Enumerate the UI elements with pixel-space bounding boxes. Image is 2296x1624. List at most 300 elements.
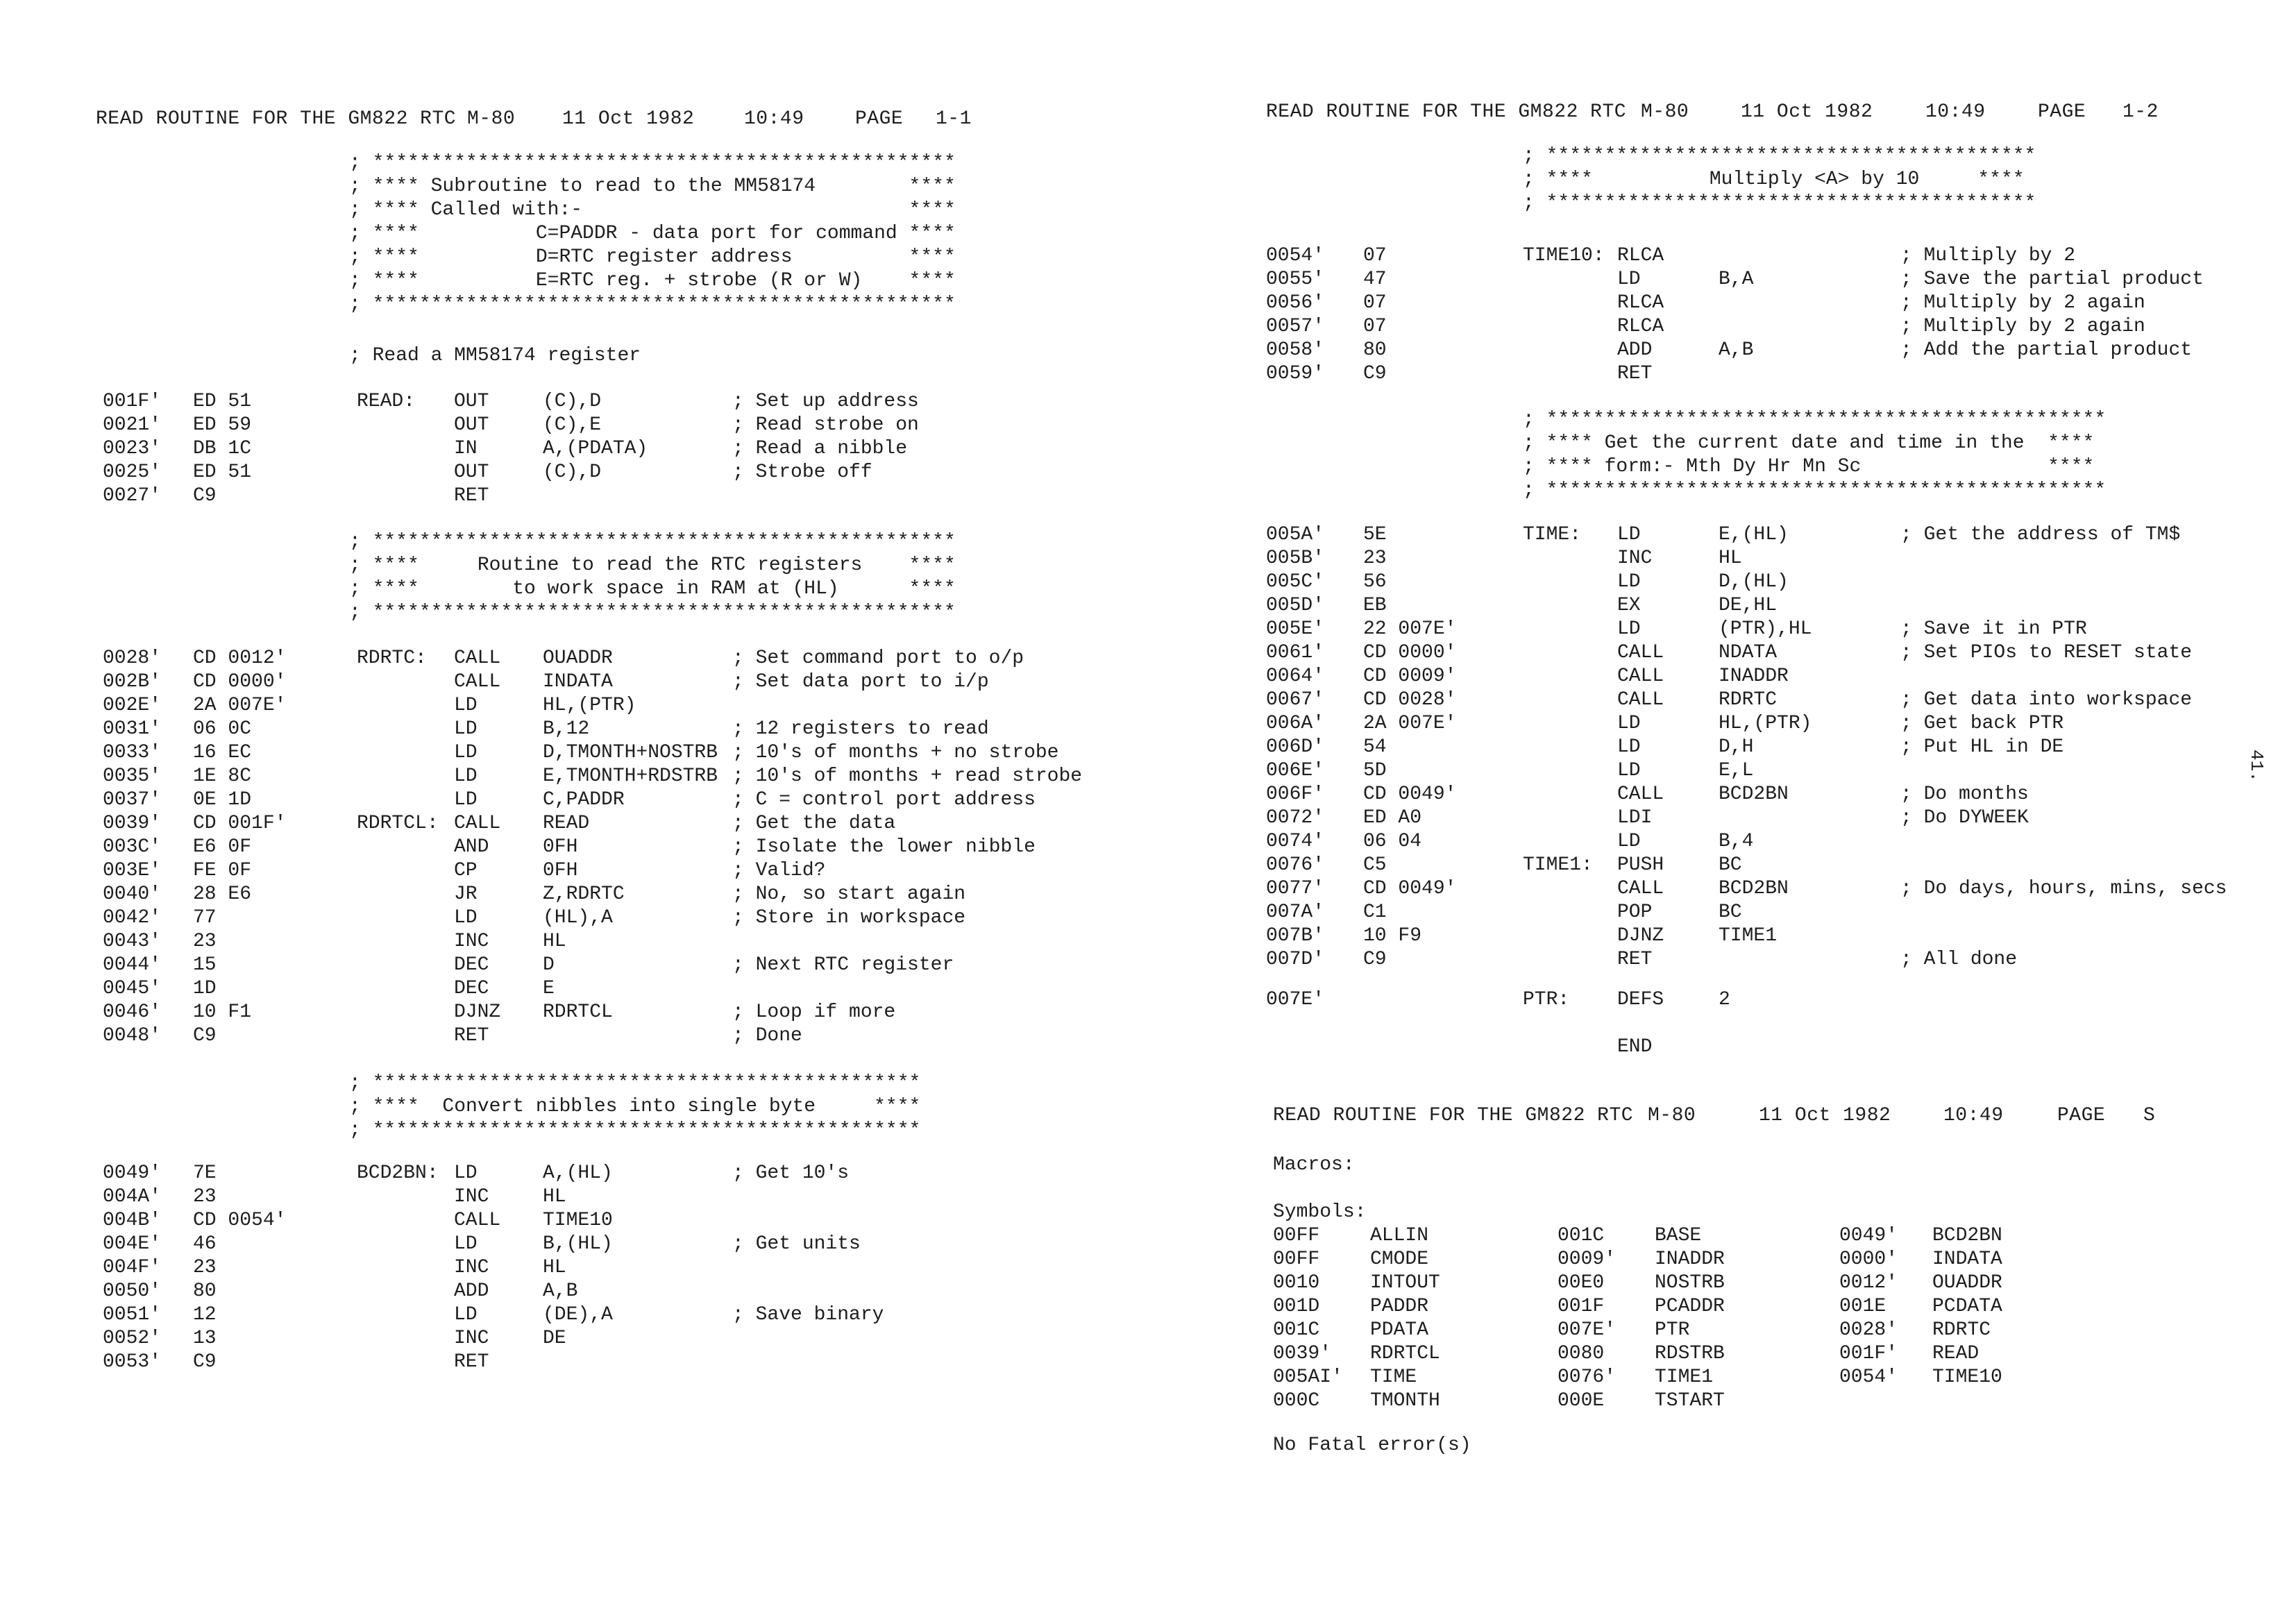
opcode: CALL	[454, 671, 501, 693]
routine-comment-box: ; **** to work space in RAM at (HL) ****	[349, 578, 956, 600]
symbol-value: 0076'	[1558, 1367, 1617, 1388]
line-comment: ; Read strobe on	[732, 414, 919, 436]
opcode: LD	[1617, 831, 1641, 852]
line-address: 0051'	[103, 1304, 162, 1326]
line-comment: ; Get 10's	[732, 1162, 850, 1184]
object-code: C5	[1363, 854, 1387, 876]
symbol-name: RDRTC	[1932, 1319, 1991, 1341]
line-address: 0039'	[103, 813, 162, 834]
line-comment: ; Set PIOs to RESET state	[1900, 642, 2193, 663]
line-address: 0035'	[103, 766, 162, 787]
object-code: 2A 007E'	[1363, 713, 1457, 734]
object-code: DB 1C	[193, 438, 252, 459]
line-comment: ; Read a nibble	[732, 438, 908, 459]
symbol-name: PADDR	[1370, 1296, 1429, 1317]
assembler-name: M-80	[1648, 1105, 1696, 1126]
opcode: LD	[1617, 269, 1641, 290]
symbol-name: PDATA	[1370, 1319, 1429, 1341]
opcode: DEC	[454, 978, 489, 999]
symbol-value: 0080	[1558, 1343, 1605, 1364]
header-comment-box: ; **************************************************	[349, 152, 956, 174]
object-code: 56	[1363, 571, 1387, 593]
object-code: 12	[193, 1304, 217, 1326]
operands: HL	[543, 1186, 566, 1208]
line-address: 006F'	[1266, 784, 1325, 805]
object-code: CD 0054'	[193, 1210, 287, 1231]
object-code: C9	[1363, 363, 1387, 384]
line-label: RDRTCL:	[357, 813, 439, 834]
line-comment: ; Valid?	[732, 860, 826, 881]
symbol-value: 00FF	[1273, 1225, 1320, 1246]
symbol-name: ALLIN	[1370, 1225, 1429, 1246]
opcode: LD	[1617, 618, 1641, 640]
line-comment: ; Get the address of TM$	[1900, 524, 2181, 545]
opcode: CP	[454, 860, 478, 881]
listing-page-right	[1148, 0, 2296, 1624]
object-code: CD 0049'	[1363, 784, 1457, 805]
symbol-name: READ	[1932, 1343, 1980, 1364]
operands: A,(PDATA)	[543, 438, 648, 459]
opcode: RET	[1617, 949, 1653, 970]
opcode: POP	[1617, 902, 1653, 923]
object-code: EB	[1363, 595, 1387, 616]
operands: HL,(PTR)	[543, 695, 636, 716]
object-code: FE 0F	[193, 860, 252, 881]
line-address: 003C'	[103, 836, 162, 858]
object-code: 06 0C	[193, 718, 252, 740]
assembler-name: M-80	[467, 108, 516, 130]
symbol-value: 005AI'	[1273, 1367, 1343, 1388]
symbol-name: TSTART	[1655, 1390, 1725, 1412]
opcode: LD	[1617, 760, 1641, 781]
time-comment-box: ; ************************************************	[1523, 480, 2107, 501]
line-address: 005E'	[1266, 618, 1325, 640]
symbol-value: 0009'	[1558, 1249, 1617, 1270]
opcode: JR	[454, 883, 478, 905]
opcode: OUT	[454, 414, 489, 436]
symbol-value: 0012'	[1839, 1272, 1898, 1294]
symbols-label: Symbols:	[1273, 1201, 1367, 1223]
line-address: 0072'	[1266, 807, 1325, 829]
listing-time: 10:49	[1925, 101, 1986, 123]
object-code: 06 04	[1363, 831, 1422, 852]
line-address: 0028'	[103, 648, 162, 669]
object-code: ED A0	[1363, 807, 1422, 829]
line-address: 0055'	[1266, 269, 1325, 290]
symbol-value: 0054'	[1839, 1367, 1898, 1388]
symbol-value: 00FF	[1273, 1249, 1320, 1270]
object-code: 10 F9	[1363, 925, 1422, 947]
line-comment: ; 12 registers to read	[732, 718, 989, 740]
time-comment-box: ; **** Get the current date and time in the ****	[1523, 432, 2095, 454]
object-code: 23	[193, 1186, 217, 1208]
symbol-value: 001F	[1558, 1296, 1605, 1317]
operands: HL,(PTR)	[1719, 713, 1812, 734]
object-code: 28 E6	[193, 883, 252, 905]
operands: HL	[543, 1257, 566, 1278]
opcode: CALL	[1617, 642, 1664, 663]
symbol-name: TIME1	[1655, 1367, 1714, 1388]
object-code: ED 51	[193, 462, 252, 483]
object-code: ED 51	[193, 391, 252, 412]
object-code: CD 001F'	[193, 813, 287, 834]
object-code: 16 EC	[193, 742, 252, 763]
object-code: 07	[1363, 292, 1387, 314]
symbol-name: RDRTCL	[1370, 1343, 1440, 1364]
header-comment-box: ; **************************************************	[349, 294, 956, 315]
line-comment: ; Get back PTR	[1900, 713, 2064, 734]
operands: B,A	[1719, 269, 1754, 290]
object-code: 80	[1363, 339, 1387, 361]
header-comment-box: ; **** E=RTC reg. + strobe (R or W) ****	[349, 270, 956, 291]
symbol-value: 00E0	[1558, 1272, 1605, 1294]
routine-comment-box: ; **** Routine to read the RTC registers ****	[349, 555, 956, 576]
object-code: 1E 8C	[193, 766, 252, 787]
page-number: S	[2143, 1105, 2156, 1126]
operands: DE,HL	[1719, 595, 1778, 616]
symbol-value: 000C	[1273, 1390, 1320, 1412]
operands: (C),D	[543, 391, 602, 412]
line-comment: ; Set up address	[732, 391, 919, 412]
operands: (HL),A	[543, 907, 613, 929]
line-address: 0050'	[103, 1280, 162, 1302]
line-address: 006D'	[1266, 736, 1325, 758]
header-comment-box: ; **** Called with:- ****	[349, 199, 956, 221]
operands: B,4	[1719, 831, 1754, 852]
object-code: C9	[193, 1025, 217, 1047]
listing-date: 11 Oct 1982	[1759, 1105, 1891, 1126]
line-comment: ; Multiply by 2	[1900, 245, 2076, 267]
convert-comment-box: ; **** Convert nibbles into single byte ****	[349, 1096, 921, 1117]
page-number: 1-2	[2122, 101, 2159, 123]
opcode: LD	[454, 766, 478, 787]
operands: BC	[1719, 902, 1742, 923]
opcode: CALL	[454, 648, 501, 669]
routine-comment-box: ; **************************************************	[349, 602, 956, 623]
operands: (DE),A	[543, 1304, 613, 1326]
opcode: LD	[454, 1162, 478, 1184]
line-comment: ; Save the partial product	[1900, 269, 2204, 290]
symbol-name: BCD2BN	[1932, 1225, 2002, 1246]
listing-title: READ ROUTINE FOR THE GM822 RTC	[96, 108, 457, 130]
line-comment: ; Do DYWEEK	[1900, 807, 2029, 829]
line-address: 0042'	[103, 907, 162, 929]
object-code: 54	[1363, 736, 1387, 758]
line-comment: ; 10's of months + read strobe	[732, 766, 1083, 787]
listing-date: 11 Oct 1982	[1741, 101, 1873, 123]
operands: HL	[543, 931, 566, 952]
operands: 0FH	[543, 860, 578, 881]
line-address: 0043'	[103, 931, 162, 952]
line-address: 0027'	[103, 485, 162, 507]
opcode: RET	[454, 485, 489, 507]
line-comment: ; No, so start again	[732, 883, 966, 905]
line-comment: ; 10's of months + no strobe	[732, 742, 1059, 763]
opcode: LD	[454, 718, 478, 740]
line-label: TIME:	[1523, 524, 1582, 545]
line-address: 005D'	[1266, 595, 1325, 616]
line-address: 0037'	[103, 789, 162, 811]
symbol-value: 001F'	[1839, 1343, 1898, 1364]
line-address: 004A'	[103, 1186, 162, 1208]
line-comment: ; Done	[732, 1025, 802, 1047]
line-label: PTR:	[1523, 989, 1570, 1010]
object-code: 1D	[193, 978, 217, 999]
header-comment-box: ; **** C=PADDR - data port for command ****	[349, 223, 956, 244]
time-comment-box: ; ************************************************	[1523, 409, 2107, 430]
symbol-name: PTR	[1655, 1319, 1690, 1341]
symbol-name: CMODE	[1370, 1249, 1429, 1270]
opcode: RLCA	[1617, 245, 1664, 267]
operands: B,12	[543, 718, 590, 740]
line-address: 0046'	[103, 1001, 162, 1023]
operands: HL	[1719, 548, 1742, 569]
object-code: E6 0F	[193, 836, 252, 858]
page-label: PAGE	[855, 108, 904, 130]
line-address: 0061'	[1266, 642, 1325, 663]
opcode: LD	[454, 695, 478, 716]
symbol-value: 000E	[1558, 1390, 1605, 1412]
operands: D	[543, 954, 555, 976]
opcode: LD	[454, 1233, 478, 1255]
object-code: 5E	[1363, 524, 1387, 545]
operands: (PTR),HL	[1719, 618, 1812, 640]
line-address: 0048'	[103, 1025, 162, 1047]
side-page-number: 41.	[2246, 750, 2267, 782]
object-code: 5D	[1363, 760, 1387, 781]
object-code: 22 007E'	[1363, 618, 1457, 640]
opcode: IN	[454, 438, 478, 459]
object-code: 0E 1D	[193, 789, 252, 811]
operands: D,TMONTH+NOSTRB	[543, 742, 718, 763]
operands: BC	[1719, 854, 1742, 876]
line-comment: ; Multiply by 2 again	[1900, 292, 2145, 314]
object-code: C9	[193, 1351, 217, 1373]
object-code: 10 F1	[193, 1001, 252, 1023]
line-comment: ; Save it in PTR	[1900, 618, 2087, 640]
operands: E,(HL)	[1719, 524, 1789, 545]
opcode: LDI	[1617, 807, 1653, 829]
line-address: 0067'	[1266, 689, 1325, 711]
operands: DE	[543, 1328, 566, 1349]
line-address: 0025'	[103, 462, 162, 483]
opcode: EX	[1617, 595, 1641, 616]
object-code: CD 0028'	[1363, 689, 1457, 711]
line-address: 006E'	[1266, 760, 1325, 781]
line-address: 0033'	[103, 742, 162, 763]
object-code: 47	[1363, 269, 1387, 290]
line-address: 006A'	[1266, 713, 1325, 734]
opcode: CALL	[1617, 878, 1664, 899]
line-address: 002E'	[103, 695, 162, 716]
line-comment: ; Set command port to o/p	[732, 648, 1024, 669]
line-label: BCD2BN:	[357, 1162, 439, 1184]
object-code: 23	[1363, 548, 1387, 569]
line-comment: ; Get the data	[732, 813, 896, 834]
object-code: 23	[193, 931, 217, 952]
line-address: 007B'	[1266, 925, 1325, 947]
opcode: LD	[454, 1304, 478, 1326]
operands: 0FH	[543, 836, 578, 858]
line-address: 003E'	[103, 860, 162, 881]
line-comment: ; Get units	[732, 1233, 861, 1255]
line-comment: ; Next RTC register	[732, 954, 954, 976]
convert-comment-box: ; ***********************************************	[349, 1119, 921, 1141]
line-address: 0049'	[103, 1162, 162, 1184]
line-address: 0023'	[103, 438, 162, 459]
operands: D,H	[1719, 736, 1754, 758]
symbol-value: 0010	[1273, 1272, 1320, 1294]
operands: E	[543, 978, 555, 999]
operands: TIME1	[1719, 925, 1778, 947]
opcode: ADD	[1617, 339, 1653, 361]
line-address: 005A'	[1266, 524, 1325, 545]
symbol-value: 001C	[1558, 1225, 1605, 1246]
opcode: OUT	[454, 391, 489, 412]
listing-time: 10:49	[1943, 1105, 2004, 1126]
line-comment: ; Do days, hours, mins, secs	[1900, 878, 2227, 899]
symbol-name: TMONTH	[1370, 1390, 1440, 1412]
listing-title: READ ROUTINE FOR THE GM822 RTC	[1266, 101, 1627, 123]
opcode: INC	[454, 1186, 489, 1208]
line-comment: ; All done	[1900, 949, 2018, 970]
operands: READ	[543, 813, 590, 834]
symbol-value: 0000'	[1839, 1249, 1898, 1270]
operands: A,B	[543, 1280, 578, 1302]
listing-date: 11 Oct 1982	[562, 108, 695, 130]
line-address: 0058'	[1266, 339, 1325, 361]
operands: D,(HL)	[1719, 571, 1789, 593]
symbol-name: INDATA	[1932, 1249, 2002, 1270]
line-label: RDRTC:	[357, 648, 427, 669]
page-number: 1-1	[936, 108, 972, 130]
opcode: LD	[454, 742, 478, 763]
opcode: END	[1617, 1036, 1653, 1058]
operands: NDATA	[1719, 642, 1778, 663]
object-code: 7E	[193, 1162, 217, 1184]
opcode: ADD	[454, 1280, 489, 1302]
operands: (C),E	[543, 414, 602, 436]
line-comment: ; Set data port to i/p	[732, 671, 989, 693]
routine-comment-box: ; **************************************************	[349, 531, 956, 552]
line-label: TIME1:	[1523, 854, 1593, 876]
object-code: ED 59	[193, 414, 252, 436]
symbol-name: INADDR	[1655, 1249, 1725, 1270]
assembler-name: M-80	[1641, 101, 1689, 123]
line-address: 0076'	[1266, 854, 1325, 876]
line-address: 007D'	[1266, 949, 1325, 970]
symbol-name: RDSTRB	[1655, 1343, 1725, 1364]
multiply-comment-box: ; ******************************************	[1523, 145, 2036, 167]
header-comment-box: ; **** Subroutine to read to the MM58174 ****	[349, 176, 956, 197]
symbol-name: TIME10	[1932, 1367, 2002, 1388]
line-address: 0021'	[103, 414, 162, 436]
page-label: PAGE	[2057, 1105, 2106, 1126]
error-summary: No Fatal error(s)	[1273, 1435, 1471, 1456]
line-address: 0053'	[103, 1351, 162, 1373]
opcode: LD	[454, 907, 478, 929]
line-address: 0056'	[1266, 292, 1325, 314]
operands: OUADDR	[543, 648, 613, 669]
section-comment: ; Read a MM58174 register	[349, 345, 641, 366]
object-code: CD 0000'	[193, 671, 287, 693]
operands: TIME10	[543, 1210, 613, 1231]
symbol-name: INTOUT	[1370, 1272, 1440, 1294]
opcode: INC	[454, 931, 489, 952]
convert-comment-box: ; ***********************************************	[349, 1072, 921, 1094]
object-code: 77	[193, 907, 217, 929]
listing-title: READ ROUTINE FOR THE GM822 RTC	[1273, 1105, 1634, 1126]
symbol-value: 0028'	[1839, 1319, 1898, 1341]
operands: E,L	[1719, 760, 1754, 781]
line-comment: ; Do months	[1900, 784, 2029, 805]
operands: INDATA	[543, 671, 613, 693]
opcode: LD	[1617, 736, 1641, 758]
operands: RDRTCL	[543, 1001, 613, 1023]
time-comment-box: ; **** form:- Mth Dy Hr Mn Sc ****	[1523, 456, 2095, 477]
line-comment: ; Strobe off	[732, 462, 872, 483]
header-comment-box: ; **** D=RTC register address ****	[349, 246, 956, 268]
opcode: DEFS	[1617, 989, 1664, 1010]
symbol-value: 007E'	[1558, 1319, 1617, 1341]
symbol-name: OUADDR	[1932, 1272, 2002, 1294]
opcode: INC	[454, 1257, 489, 1278]
line-comment: ; Store in workspace	[732, 907, 966, 929]
line-address: 0052'	[103, 1328, 162, 1349]
listing-time: 10:49	[744, 108, 804, 130]
object-code: C9	[193, 485, 217, 507]
line-address: 005C'	[1266, 571, 1325, 593]
opcode: INC	[454, 1328, 489, 1349]
object-code: 07	[1363, 245, 1387, 267]
line-address: 0077'	[1266, 878, 1325, 899]
line-comment: ; Loop if more	[732, 1001, 896, 1023]
operands: RDRTC	[1719, 689, 1778, 711]
operands: BCD2BN	[1719, 784, 1789, 805]
line-comment: ; Add the partial product	[1900, 339, 2193, 361]
opcode: CALL	[1617, 689, 1664, 711]
object-code: CD 0049'	[1363, 878, 1457, 899]
opcode: LD	[1617, 571, 1641, 593]
object-code: CD 0000'	[1363, 642, 1457, 663]
line-address: 005B'	[1266, 548, 1325, 569]
object-code: 13	[193, 1328, 217, 1349]
opcode: RET	[1617, 363, 1653, 384]
symbol-name: BASE	[1655, 1225, 1702, 1246]
operands: (C),D	[543, 462, 602, 483]
line-address: 007E'	[1266, 989, 1325, 1010]
object-code: 2A 007E'	[193, 695, 287, 716]
opcode: RLCA	[1617, 292, 1664, 314]
opcode: RLCA	[1617, 316, 1664, 337]
line-address: 0064'	[1266, 666, 1325, 687]
operands: E,TMONTH+RDSTRB	[543, 766, 718, 787]
symbol-name: PCDATA	[1932, 1296, 2002, 1317]
opcode: OUT	[454, 462, 489, 483]
object-code: 07	[1363, 316, 1387, 337]
line-comment: ; Save binary	[732, 1304, 884, 1326]
line-address: 0040'	[103, 883, 162, 905]
symbol-name: PCADDR	[1655, 1296, 1725, 1317]
symbol-value: 001C	[1273, 1319, 1320, 1341]
opcode: CALL	[454, 1210, 501, 1231]
line-address: 0045'	[103, 978, 162, 999]
object-code: C9	[1363, 949, 1387, 970]
opcode: RET	[454, 1025, 489, 1047]
opcode: CALL	[1617, 666, 1664, 687]
opcode: DEC	[454, 954, 489, 976]
opcode: LD	[454, 789, 478, 811]
